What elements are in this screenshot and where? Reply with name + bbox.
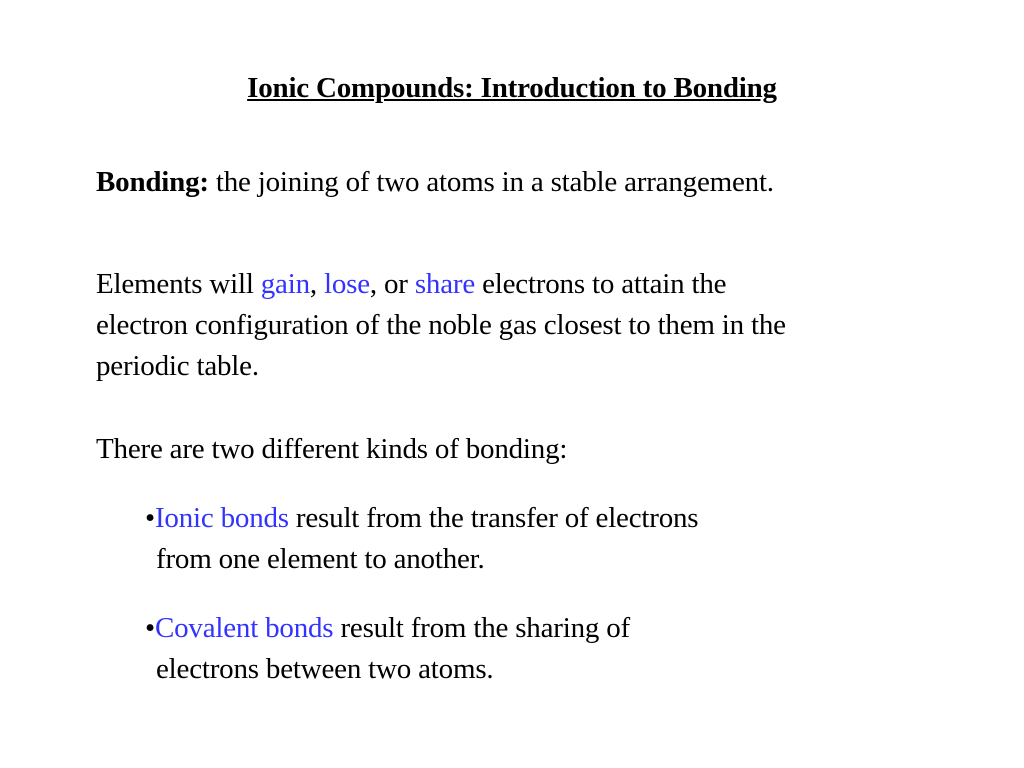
term-ionic-bonds: Ionic bonds (154, 502, 289, 534)
paragraph-line-2: electron configuration of the noble gas closest to them in the (96, 309, 786, 341)
bullet-text: result from the sharing of (333, 612, 630, 644)
kinds-intro: There are two different kinds of bonding: (96, 433, 568, 465)
paragraph-text: , (309, 268, 324, 300)
bullet-icon: • (145, 502, 155, 534)
highlight-share: share (414, 268, 476, 300)
bullet-text: result from the transfer of electrons (288, 502, 699, 534)
paragraph-line-1 (96, 268, 726, 301)
term-covalent-bonds: Covalent bonds (154, 612, 334, 644)
slide-title: Ionic Compounds: Introduction to Bonding (247, 72, 777, 104)
paragraph-line-3: periodic table. (96, 350, 259, 382)
definition-term: Bonding: (96, 166, 209, 198)
bullet-covalent (145, 612, 630, 645)
highlight-gain: gain (260, 268, 310, 300)
bullet-covalent-line-2: electrons between two atoms. (156, 653, 494, 685)
bullet-icon: • (145, 612, 155, 644)
paragraph-text: electrons to attain the (475, 268, 727, 300)
bullet-ionic (145, 502, 698, 535)
bullet-ionic-line-2: from one element to another. (156, 543, 485, 575)
paragraph-text: , or (369, 268, 415, 300)
definition-text: the joining of two atoms in a stable arrangement. (208, 166, 774, 198)
paragraph-text: Elements will (96, 268, 261, 300)
bonding-definition (96, 166, 774, 199)
highlight-lose: lose (323, 268, 370, 300)
